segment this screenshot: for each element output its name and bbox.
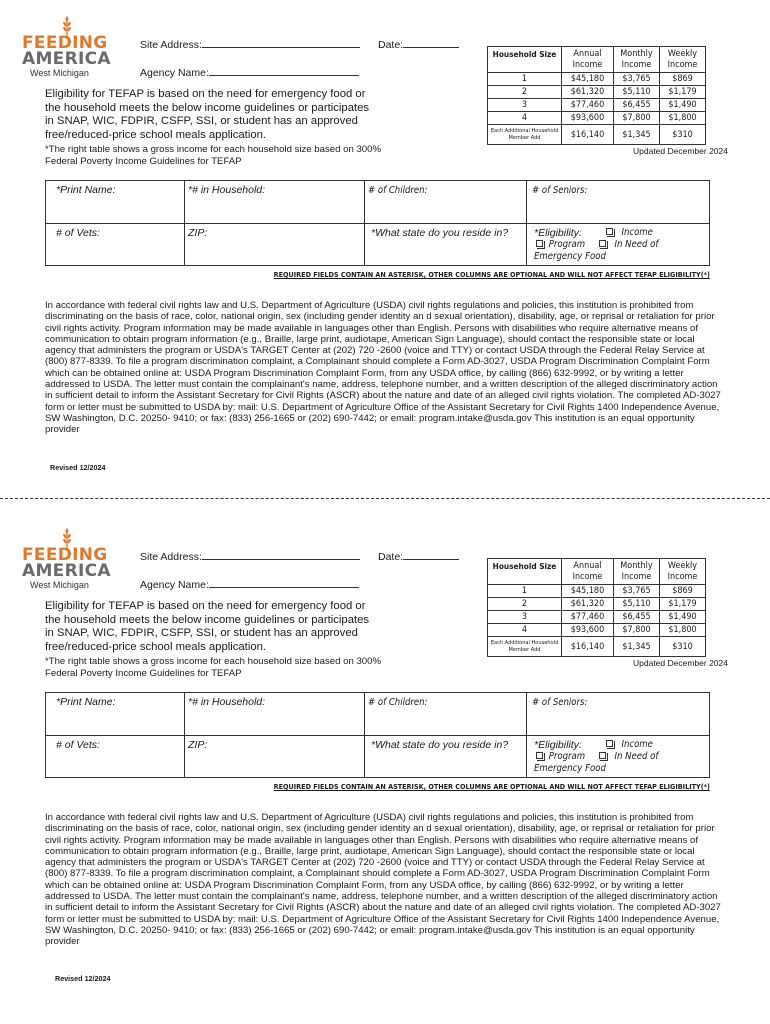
header-monthly-income: Monthly Income [614, 559, 660, 585]
date-label: Date: [378, 551, 404, 563]
cell-additional-annual: $16,140 [562, 125, 614, 145]
feeding-america-logo [22, 528, 111, 590]
state-field[interactable]: *What state do you reside in? [371, 739, 509, 751]
site-address-label: Site Address: [140, 39, 202, 51]
state-field[interactable]: *What state do you reside in? [371, 227, 509, 239]
seniors-count-field[interactable]: # of Seniors: [532, 697, 588, 708]
zip-field[interactable]: ZIP: [188, 739, 208, 751]
cell-size: 2 [488, 598, 562, 611]
feeding-america-logo [22, 16, 111, 78]
program-checkbox[interactable] [536, 240, 543, 247]
table-row-additional [488, 637, 706, 657]
cell-additional-size: Each Additional Household Member Add [488, 637, 562, 657]
cell-annual: $45,180 [562, 585, 614, 598]
cell-additional-size: Each Additional Household Member Add [488, 125, 562, 145]
income-option[interactable] [606, 739, 653, 750]
household-count-field[interactable]: *# in Household: [188, 184, 266, 196]
agency-name-blank[interactable] [209, 66, 359, 76]
form-copy-bottom [0, 512, 770, 1017]
divider [46, 735, 709, 736]
need-option-label: In Need of [614, 239, 659, 250]
cell-weekly: $869 [660, 585, 706, 598]
need-option-label-2: Emergency Food [534, 763, 606, 774]
need-checkbox[interactable] [599, 240, 606, 247]
vets-count-field[interactable]: # of Vets: [56, 739, 100, 751]
cell-monthly: $7,800 [614, 112, 660, 125]
eligibility-label: *Eligibility: [534, 227, 582, 239]
cell-annual: $93,600 [562, 112, 614, 125]
print-name-field[interactable]: *Print Name: [56, 184, 116, 196]
income-option-label: Income [621, 739, 653, 750]
header-annual-income: Annual Income [562, 559, 614, 585]
print-name-field[interactable]: *Print Name: [56, 696, 116, 708]
need-option[interactable] [599, 239, 658, 250]
income-option-label: Income [621, 227, 653, 238]
table-row [488, 73, 706, 86]
agency-name-field[interactable] [140, 66, 359, 79]
divider [46, 223, 709, 224]
table-row [488, 585, 706, 598]
household-fields-box [45, 180, 710, 266]
header-weekly-income: Weekly Income [660, 559, 706, 585]
site-address-blank[interactable] [202, 38, 360, 48]
cell-weekly: $1,490 [660, 99, 706, 112]
cell-annual: $77,460 [562, 611, 614, 624]
income-checkbox[interactable] [606, 228, 613, 235]
form-copy-top [0, 0, 770, 505]
table-row [488, 611, 706, 624]
header-weekly-income: Weekly Income [660, 47, 706, 73]
cell-annual: $61,320 [562, 598, 614, 611]
agency-name-label: Agency Name: [140, 67, 209, 79]
table-row-additional [488, 125, 706, 145]
cell-weekly: $869 [660, 73, 706, 86]
table-note: *The right table shows a gross income for each household size based on 300% Federal Poverty Income Guidelines for TEFAP [45, 656, 381, 679]
required-fields-note: REQUIRED FIELDS CONTAIN AN ASTERISK, OTHER COLUMNS ARE OPTIONAL AND WILL NOT AFFECT TEFAP ELIGIBILITY(*) [273, 270, 710, 279]
table-note: *The right table shows a gross income for each household size based on 300% Federal Poverty Income Guidelines for TEFAP [45, 144, 381, 167]
income-table [487, 46, 706, 145]
program-option[interactable] [536, 751, 585, 762]
table-row [488, 86, 706, 99]
program-checkbox[interactable] [536, 752, 543, 759]
logo-feeding: FEEDING [22, 33, 108, 53]
logo-west-michigan: West Michigan [30, 580, 89, 590]
logo-west-michigan: West Michigan [30, 68, 89, 78]
cell-weekly: $1,800 [660, 624, 706, 637]
cell-monthly: $6,455 [614, 611, 660, 624]
cell-monthly: $6,455 [614, 99, 660, 112]
logo-america: AMERICA [22, 49, 111, 69]
program-option[interactable] [536, 239, 585, 250]
cell-annual: $93,600 [562, 624, 614, 637]
agency-name-blank[interactable] [209, 578, 359, 588]
cell-size: 4 [488, 112, 562, 125]
site-address-blank[interactable] [202, 550, 360, 560]
cell-annual: $61,320 [562, 86, 614, 99]
cut-line [0, 498, 770, 499]
table-row [488, 598, 706, 611]
site-address-field[interactable] [140, 550, 360, 563]
cell-size: 3 [488, 99, 562, 112]
date-field[interactable] [378, 38, 459, 51]
cell-size: 3 [488, 611, 562, 624]
civil-rights-statement: In accordance with federal civil rights law and U.S. Department of Agriculture (USDA) civil rights regulations and policies, this institution is prohibited from discriminating on the basis of race, color, national origin, sex (including gender identity an d sexual orientation), disability, age, or reprisal or retaliation for prior civil rights activity. Program information may be made available in languages other than English. Persons with disabilities who require alternative means of communication to obtain program information (e.g., Braille, large print, audiotape, American Sign Language), should contact the responsible state or local agency that administers the program or USDA's TARGET Center at (202) 720 -2600 (voice and TTY) or contact USDA through the Federal Relay Service at (800) 877-8339. To file a program discrimination complaint, a Complainant should complete a Form AD-3027, USDA Program Discrimination Complaint Form which can be obtained online at: USDA Program Discrimination Complaint Form, from any USDA office, by calling (866) 632-9992, or by writing a letter addressed to USDA. The letter must contain the complainant's name, address, telephone number, and a written description of the alleged discriminatory action in sufficient detail to inform the Assistant Secretary for Civil Rights (ASCR) about the nature and date of an alleged civil rights violation. The completed AD-3027 form or letter must be submitted to USDA by: mail: U.S. Department of Agriculture Office of the Assistant Secretary for Civil Rights 1400 Independence Avenue, SW Washington, D.C. 20250- 9410; or fax: (833) 256-1665 or (202) 690-7442; or email: program.intake@usda.gov This institution is an equal opportunity provider [45, 300, 721, 436]
revised-date: Revised 12/2024 [55, 974, 111, 983]
eligibility-text: Eligibility for TEFAP is based on the need for emergency food or the household meets the below income guidelines or participates in SNAP, WIC, FDPIR, CSFP, SSI, or student has an approved free/reduced-price school meals application. [45, 600, 370, 653]
site-address-label: Site Address: [140, 551, 202, 563]
header-monthly-income: Monthly Income [614, 47, 660, 73]
cell-weekly: $1,490 [660, 611, 706, 624]
income-table [487, 558, 706, 657]
date-blank[interactable] [403, 38, 459, 48]
income-checkbox[interactable] [606, 740, 613, 747]
date-field[interactable] [378, 550, 459, 563]
table-row [488, 624, 706, 637]
agency-name-field[interactable] [140, 578, 359, 591]
cell-size: 2 [488, 86, 562, 99]
required-fields-note: REQUIRED FIELDS CONTAIN AN ASTERISK, OTHER COLUMNS ARE OPTIONAL AND WILL NOT AFFECT TEFAP ELIGIBILITY(*) [273, 782, 710, 791]
cell-additional-monthly: $1,345 [614, 637, 660, 657]
cell-weekly: $1,800 [660, 112, 706, 125]
eligibility-text: Eligibility for TEFAP is based on the need for emergency food or the household meets the below income guidelines or participates in SNAP, WIC, FDPIR, CSFP, SSI, or student has an approved free/reduced-price school meals application. [45, 88, 370, 141]
updated-date: Updated December 2024 [633, 146, 728, 156]
household-count-field[interactable]: *# in Household: [188, 696, 266, 708]
logo-america: AMERICA [22, 561, 111, 581]
household-fields-box [45, 692, 710, 778]
cell-monthly: $5,110 [614, 86, 660, 99]
logo-feeding: FEEDING [22, 545, 108, 565]
program-option-label: Program [548, 751, 586, 762]
need-option[interactable] [599, 751, 658, 762]
civil-rights-statement: In accordance with federal civil rights law and U.S. Department of Agriculture (USDA) civil rights regulations and policies, this institution is prohibited from discriminating on the basis of race, color, national origin, sex (including gender identity an d sexual orientation), disability, age, or reprisal or retaliation for prior civil rights activity. Program information may be made available in languages other than English. Persons with disabilities who require alternative means of communication to obtain program information (e.g., Braille, large print, audiotape, American Sign Language), should contact the responsible state or local agency that administers the program or USDA's TARGET Center at (202) 720 -2600 (voice and TTY) or contact USDA through the Federal Relay Service at (800) 877-8339. To file a program discrimination complaint, a Complainant should complete a Form AD-3027, USDA Program Discrimination Complaint Form which can be obtained online at: USDA Program Discrimination Complaint Form, from any USDA office, by calling (866) 632-9992, or by writing a letter addressed to USDA. The letter must contain the complainant's name, address, telephone number, and a written description of the alleged discriminatory action in sufficient detail to inform the Assistant Secretary for Civil Rights (ASCR) about the nature and date of an alleged civil rights violation. The completed AD-3027 form or letter must be submitted to USDA by: mail: U.S. Department of Agriculture Office of the Assistant Secretary for Civil Rights 1400 Independence Avenue, SW Washington, D.C. 20250- 9410; or fax: (833) 256-1665 or (202) 690-7442; or email: program.intake@usda.gov This institution is an equal opportunity provider [45, 812, 721, 948]
table-row [488, 99, 706, 112]
cell-weekly: $1,179 [660, 598, 706, 611]
eligibility-label: *Eligibility: [534, 739, 582, 751]
income-option[interactable] [606, 227, 653, 238]
header-household-size: Household Size [488, 559, 562, 585]
header-annual-income: Annual Income [562, 47, 614, 73]
seniors-count-field[interactable]: # of Seniors: [532, 185, 588, 196]
table-row [488, 112, 706, 125]
date-label: Date: [378, 39, 404, 51]
cell-additional-monthly: $1,345 [614, 125, 660, 145]
program-option-label: Program [548, 239, 586, 250]
need-option-label-2: Emergency Food [534, 251, 606, 262]
children-count-field[interactable]: # of Children: [368, 697, 428, 708]
need-option-label: In Need of [614, 751, 659, 762]
cell-size: 1 [488, 73, 562, 86]
cell-additional-annual: $16,140 [562, 637, 614, 657]
children-count-field[interactable]: # of Children: [368, 185, 428, 196]
vets-count-field[interactable]: # of Vets: [56, 227, 100, 239]
revised-date: Revised 12/2024 [50, 463, 106, 472]
cell-additional-weekly: $310 [660, 125, 706, 145]
date-blank[interactable] [403, 550, 459, 560]
zip-field[interactable]: ZIP: [188, 227, 208, 239]
cell-monthly: $7,800 [614, 624, 660, 637]
cell-monthly: $3,765 [614, 585, 660, 598]
cell-monthly: $5,110 [614, 598, 660, 611]
cell-annual: $45,180 [562, 73, 614, 86]
cell-size: 4 [488, 624, 562, 637]
cell-weekly: $1,179 [660, 86, 706, 99]
cell-monthly: $3,765 [614, 73, 660, 86]
agency-name-label: Agency Name: [140, 579, 209, 591]
cell-size: 1 [488, 585, 562, 598]
cell-annual: $77,460 [562, 99, 614, 112]
site-address-field[interactable] [140, 38, 360, 51]
updated-date: Updated December 2024 [633, 658, 728, 668]
header-household-size: Household Size [488, 47, 562, 73]
need-checkbox[interactable] [599, 752, 606, 759]
cell-additional-weekly: $310 [660, 637, 706, 657]
